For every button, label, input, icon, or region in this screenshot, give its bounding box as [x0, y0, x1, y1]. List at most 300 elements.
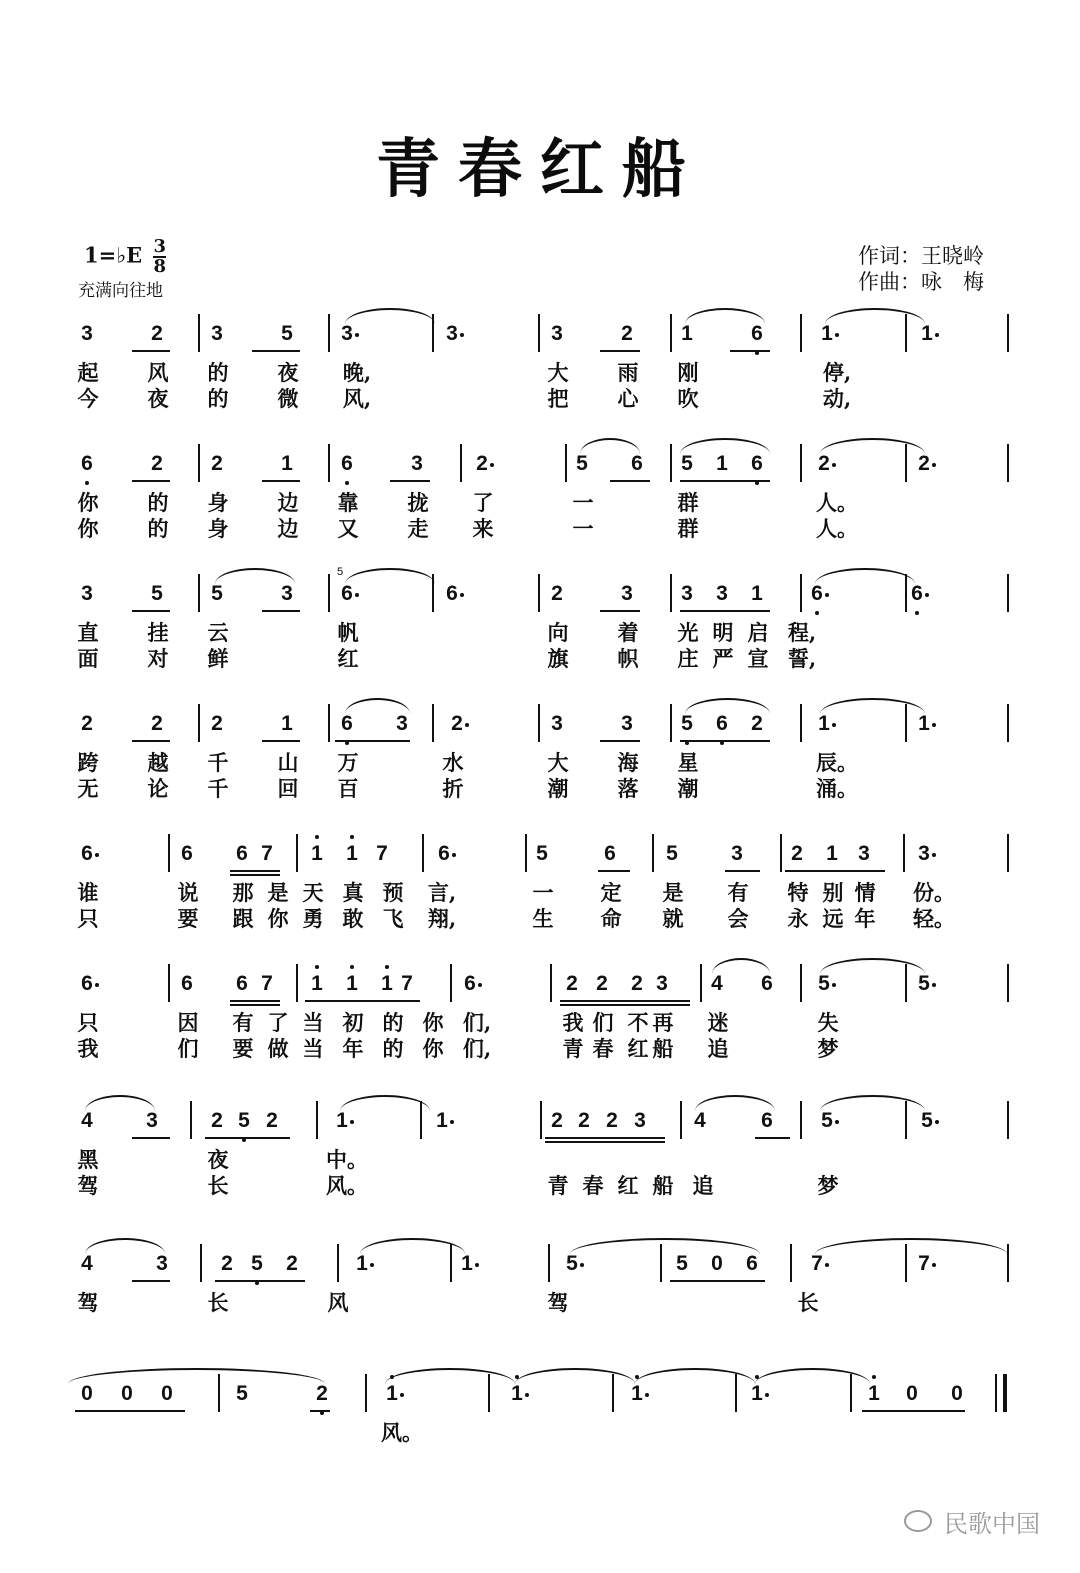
- jianpu-note: [273, 710, 301, 738]
- lyric-verse-1: 驾: [547, 1290, 569, 1315]
- jianpu-note: [203, 580, 231, 608]
- note-digit: 1: [311, 842, 323, 865]
- jianpu-note: [703, 1250, 731, 1278]
- note-digit: 1: [716, 452, 728, 475]
- note-digit: 6: [761, 972, 773, 995]
- lyric-verse-1: 拢: [407, 490, 429, 515]
- lyric-verse-1: 云: [207, 620, 229, 645]
- note-digit: 1: [511, 1382, 523, 1405]
- jianpu-note: [668, 1250, 696, 1278]
- jianpu-note: [438, 580, 466, 608]
- jianpu-note: [943, 1380, 971, 1408]
- lyric-verse-1: 帆: [337, 620, 359, 645]
- bar-line: [328, 704, 330, 742]
- note-digit: 6: [341, 582, 353, 605]
- note-digit: 1: [681, 322, 693, 345]
- bar-line: [670, 314, 672, 352]
- bar-line: [800, 444, 802, 482]
- note-digit: 2: [621, 322, 633, 345]
- jianpu-note: [723, 840, 751, 868]
- jianpu-note: [143, 580, 171, 608]
- lyric-verse-2: 风,: [342, 386, 372, 411]
- eighth-underline: [725, 870, 760, 872]
- bar-line: [296, 964, 298, 1002]
- lyric-verse-1: 再: [652, 1010, 674, 1035]
- low-octave-dot: [85, 481, 89, 485]
- bar-line: [538, 314, 540, 352]
- note-digit: 6: [811, 582, 823, 605]
- tie-slur: [68, 1368, 325, 1384]
- note-digit: 3: [634, 1109, 646, 1132]
- note-digit: 2: [151, 452, 163, 475]
- jianpu-note: [743, 320, 771, 348]
- jianpu-note: [273, 580, 301, 608]
- note-digit: 1: [751, 582, 763, 605]
- eighth-underline: [600, 350, 640, 352]
- note-digit: 2: [81, 712, 93, 735]
- lyric-verse-2: 追: [692, 1173, 714, 1198]
- jianpu-note: [403, 450, 431, 478]
- lyric-verse-1: 了: [472, 490, 494, 515]
- music-system: [0, 450, 1080, 560]
- eighth-underline: [680, 610, 770, 612]
- note-digit: 3: [551, 712, 563, 735]
- bar-line: [296, 834, 298, 872]
- jianpu-note: [910, 450, 938, 478]
- lyric-verse-2: 当: [302, 1036, 324, 1061]
- lyric-verse-1: 们,: [462, 1010, 492, 1035]
- bar-line: [1007, 834, 1009, 872]
- jianpu-note: [228, 970, 256, 998]
- tie-slur: [85, 1095, 155, 1111]
- jianpu-note: [468, 450, 496, 478]
- note-digit: 2: [316, 1382, 328, 1405]
- note-digit: 0: [161, 1382, 173, 1405]
- lyric-verse-2: 千: [207, 776, 229, 801]
- lyric-verse-2: 走: [407, 516, 429, 541]
- jianpu-note: [910, 710, 938, 738]
- lyric-verse-1: 大: [547, 360, 569, 385]
- bar-line: [460, 444, 462, 482]
- time-sig-denominator: 8: [153, 256, 166, 277]
- note-digit: 6: [746, 1252, 758, 1275]
- tie-slur: [345, 698, 410, 714]
- jianpu-note: [898, 1380, 926, 1408]
- bar-line: [670, 704, 672, 742]
- bar-line: [1007, 704, 1009, 742]
- lyric-verse-1: 了: [267, 1010, 289, 1035]
- lyric-verse-2: 春: [592, 1036, 614, 1061]
- bar-line: [680, 1101, 682, 1139]
- wechat-icon: [904, 1510, 932, 1532]
- jianpu-note: [558, 1250, 586, 1278]
- augmentation-dot: [835, 333, 839, 337]
- jianpu-note: [308, 1380, 336, 1408]
- bar-line: [540, 1101, 542, 1139]
- jianpu-note: [708, 710, 736, 738]
- augmentation-dot: [355, 333, 359, 337]
- jianpu-note: [143, 320, 171, 348]
- note-digit: 3: [281, 582, 293, 605]
- lyric-verse-2: 鲜: [207, 646, 229, 671]
- lyric-verse-2: 把: [547, 386, 569, 411]
- jianpu-note: [443, 710, 471, 738]
- jianpu-note: [428, 1107, 456, 1135]
- augmentation-dot: [490, 463, 494, 467]
- tie-slur: [685, 698, 770, 714]
- jianpu-note: [850, 840, 878, 868]
- eighth-underline: [670, 1280, 765, 1282]
- augmentation-dot: [525, 1393, 529, 1397]
- jianpu-note: [333, 710, 361, 738]
- low-octave-dot: [345, 481, 349, 485]
- note-digit: 6: [341, 712, 353, 735]
- jianpu-note: [173, 840, 201, 868]
- bar-line: [800, 1101, 802, 1139]
- note-digit: 2: [631, 972, 643, 995]
- lyric-verse-1: 是: [267, 880, 289, 905]
- tie-slur: [820, 1095, 925, 1111]
- lyric-verse-1: 辰。: [816, 750, 858, 775]
- lyric-verse-1: 情: [854, 880, 876, 905]
- jianpu-note: [803, 580, 831, 608]
- lyric-verse-2: 群: [677, 516, 699, 541]
- jianpu-note: [738, 1250, 766, 1278]
- lyric-verse-2: 们,: [462, 1036, 492, 1061]
- jianpu-note: [588, 970, 616, 998]
- lyric-verse-1: 因: [177, 1010, 199, 1035]
- note-digit: 1: [356, 1252, 368, 1275]
- note-digit: 3: [411, 452, 423, 475]
- note-digit: 7: [401, 972, 413, 995]
- note-digit: 1: [751, 1382, 763, 1405]
- jianpu-note: [73, 840, 101, 868]
- note-digit: 3: [81, 582, 93, 605]
- jianpu-note: [230, 1107, 258, 1135]
- jianpu-note: [73, 970, 101, 998]
- eighth-underline: [132, 350, 170, 352]
- note-digit: 5: [251, 1252, 263, 1275]
- lyric-verse-2: 会: [727, 906, 749, 931]
- jianpu-note: [658, 840, 686, 868]
- jianpu-note: [153, 1380, 181, 1408]
- jianpu-note: [333, 450, 361, 478]
- lyric-verse-2: 春: [582, 1173, 604, 1198]
- bar-line: [1007, 444, 1009, 482]
- lyric-verse-2: 红: [617, 1173, 639, 1198]
- jianpu-note: [598, 1107, 626, 1135]
- lyric-verse-2: 我: [77, 1036, 99, 1061]
- note-digit: 2: [551, 582, 563, 605]
- lyric-verse-2: 的: [147, 516, 169, 541]
- lyric-verse-2: 命: [600, 906, 622, 931]
- note-digit: 1: [311, 972, 323, 995]
- lyric-verse-2: 身: [207, 516, 229, 541]
- note-digit: 0: [711, 1252, 723, 1275]
- eighth-underline: [262, 480, 300, 482]
- music-system: [0, 970, 1080, 1080]
- lyric-verse-1: 风: [327, 1290, 349, 1315]
- note-digit: 1: [381, 972, 393, 995]
- bar-line: [538, 704, 540, 742]
- eighth-underline: [230, 870, 280, 872]
- jianpu-note: [73, 1250, 101, 1278]
- note-digit: 3: [146, 1109, 158, 1132]
- eighth-underline: [310, 1410, 330, 1412]
- jianpu-note: [148, 1250, 176, 1278]
- note-digit: 2: [151, 712, 163, 735]
- lyric-verse-1: 有: [727, 880, 749, 905]
- lyric-verse-2: 你: [422, 1036, 444, 1061]
- jianpu-note: [623, 1380, 651, 1408]
- lyric-verse-1: 着: [617, 620, 639, 645]
- jianpu-note: [228, 1380, 256, 1408]
- eighth-underline: [305, 1000, 420, 1002]
- note-digit: 3: [81, 322, 93, 345]
- bar-line: [328, 314, 330, 352]
- tie-slur: [815, 568, 915, 584]
- note-digit: 2: [266, 1109, 278, 1132]
- lyric-verse-1: 启: [747, 620, 769, 645]
- music-system: [0, 1380, 1080, 1490]
- bar-line: [198, 704, 200, 742]
- lyric-verse-1: 靠: [337, 490, 359, 515]
- lyric-verse-1: 向: [547, 620, 569, 645]
- jianpu-note: [430, 840, 458, 868]
- lyric-verse-1: 起: [77, 360, 99, 385]
- note-digit: 5: [676, 1252, 688, 1275]
- jianpu-note: [543, 1107, 571, 1135]
- eighth-underline: [785, 870, 885, 872]
- jianpu-note: [368, 840, 396, 868]
- jianpu-note: [623, 450, 651, 478]
- eighth-underline: [680, 740, 770, 742]
- bar-line: [790, 1244, 792, 1282]
- eighth-underline: [132, 740, 170, 742]
- lyric-verse-2: 潮: [547, 776, 569, 801]
- lyric-verse-1: 有: [232, 1010, 254, 1035]
- sixteenth-underline: [560, 1004, 690, 1006]
- note-digit: 6: [81, 972, 93, 995]
- jianpu-note: [673, 320, 701, 348]
- augmentation-dot: [825, 1263, 829, 1267]
- note-digit: 1: [346, 972, 358, 995]
- augmentation-dot: [825, 593, 829, 597]
- note-digit: 2: [211, 452, 223, 475]
- jianpu-note: [543, 710, 571, 738]
- note-digit: 7: [811, 1252, 823, 1275]
- eighth-underline: [205, 1137, 290, 1139]
- jianpu-note: [73, 320, 101, 348]
- note-digit: 3: [551, 322, 563, 345]
- bar-line: [670, 444, 672, 482]
- lyric-verse-2: 一: [572, 516, 594, 541]
- lyric-verse-2: 论: [147, 776, 169, 801]
- lyric-verse-2: 帜: [617, 646, 639, 671]
- eighth-underline: [560, 1000, 690, 1002]
- lyric-verse-1: 预: [382, 880, 404, 905]
- jianpu-note: [626, 1107, 654, 1135]
- note-digit: 1: [386, 1382, 398, 1405]
- jianpu-note: [453, 1250, 481, 1278]
- jianpu-note: [348, 1250, 376, 1278]
- augmentation-dot: [932, 983, 936, 987]
- jianpu-note: [528, 840, 556, 868]
- eighth-underline: [230, 1000, 280, 1002]
- bar-line: [365, 1374, 367, 1412]
- note-digit: 5: [236, 1382, 248, 1405]
- jianpu-note: [73, 1380, 101, 1408]
- jianpu-note: [388, 710, 416, 738]
- jianpu-note: [818, 840, 846, 868]
- note-digit: 3: [731, 842, 743, 865]
- tie-slur: [755, 1368, 870, 1384]
- note-digit: 3: [681, 582, 693, 605]
- lyric-verse-1: 的: [207, 360, 229, 385]
- lyric-verse-1: 边: [277, 490, 299, 515]
- lyric-verse-1: 越: [147, 750, 169, 775]
- lyric-verse-2: 落: [617, 776, 639, 801]
- lyric-verse-2: 心: [617, 386, 639, 411]
- lyric-verse-2: 轻。: [913, 906, 955, 931]
- jianpu-note: [303, 970, 331, 998]
- augmentation-dot: [95, 983, 99, 987]
- sixteenth-underline: [545, 1141, 665, 1143]
- lyric-verse-1: 我: [562, 1010, 584, 1035]
- lyric-verse-2: 只: [77, 906, 99, 931]
- lyric-verse-2: 生: [532, 906, 554, 931]
- jianpu-note: [338, 970, 366, 998]
- bar-line: [800, 314, 802, 352]
- bar-line: [198, 444, 200, 482]
- jianpu-note: [333, 580, 361, 608]
- bar-line: [903, 834, 905, 872]
- augmentation-dot: [580, 1263, 584, 1267]
- jianpu-note: [203, 450, 231, 478]
- lyric-verse-1: 水: [442, 750, 464, 775]
- lyric-verse-2: 梦: [817, 1173, 839, 1198]
- lyric-verse-2: 折: [442, 776, 464, 801]
- eighth-underline: [545, 1137, 665, 1139]
- note-digit: 6: [751, 452, 763, 475]
- lyric-verse-1: 停,: [822, 360, 852, 385]
- jianpu-note: [910, 970, 938, 998]
- low-octave-dot: [915, 611, 919, 615]
- jianpu-note: [903, 580, 931, 608]
- jianpu-note: [803, 1250, 831, 1278]
- bar-line: [200, 1244, 202, 1282]
- bar-line: [1007, 1101, 1009, 1139]
- note-digit: 6: [236, 972, 248, 995]
- bar-line: [652, 834, 654, 872]
- note-digit: 7: [918, 1252, 930, 1275]
- time-signature: [153, 238, 166, 276]
- lyric-verse-1: 风: [147, 360, 169, 385]
- jianpu-note: [73, 450, 101, 478]
- jianpu-note: [138, 1107, 166, 1135]
- lyric-verse-2: 红: [627, 1036, 649, 1061]
- note-digit: 3: [446, 322, 458, 345]
- lyric-verse-2: 翔,: [427, 906, 457, 931]
- lyric-verse-2: 梦: [817, 1036, 839, 1061]
- note-digit: 5: [681, 712, 693, 735]
- music-system: [0, 320, 1080, 430]
- tie-slur: [820, 438, 925, 454]
- time-sig-numerator: 3: [153, 236, 166, 257]
- note-digit: 7: [261, 972, 273, 995]
- jianpu-note: [278, 1250, 306, 1278]
- jianpu-note: [810, 450, 838, 478]
- jianpu-note: [743, 1380, 771, 1408]
- jianpu-note: [648, 970, 676, 998]
- sixteenth-underline: [230, 1004, 280, 1006]
- lyric-verse-1: 们: [592, 1010, 614, 1035]
- bar-line: [328, 574, 330, 612]
- lyric-verse-2: 你: [77, 516, 99, 541]
- eighth-underline: [610, 480, 650, 482]
- augmentation-dot: [832, 463, 836, 467]
- jianpu-note: [708, 450, 736, 478]
- lyric-verse-1: 的: [147, 490, 169, 515]
- jianpu-note: [143, 710, 171, 738]
- lyric-verse-1: 明: [712, 620, 734, 645]
- lyric-verse-1: 定: [600, 880, 622, 905]
- lyric-verse-2: 就: [662, 906, 684, 931]
- lyric-verse-1: 一: [572, 490, 594, 515]
- augmentation-dot: [370, 1263, 374, 1267]
- jianpu-note: [113, 1380, 141, 1408]
- lyric-verse-2: 要: [177, 906, 199, 931]
- lyric-verse-1: 万: [337, 750, 359, 775]
- note-digit: 3: [918, 842, 930, 865]
- augmentation-dot: [645, 1393, 649, 1397]
- jianpu-note: [228, 840, 256, 868]
- lyric-verse-2: 追: [707, 1036, 729, 1061]
- bar-line: [550, 964, 552, 1002]
- note-digit: 6: [181, 842, 193, 865]
- note-digit: 6: [464, 972, 476, 995]
- lyric-verse-1: 不: [627, 1010, 649, 1035]
- note-digit: 2: [211, 712, 223, 735]
- eighth-underline: [132, 1280, 170, 1282]
- jianpu-note: [378, 1380, 406, 1408]
- augmentation-dot: [935, 333, 939, 337]
- eighth-underline: [862, 1410, 965, 1412]
- lyric-verse-1: 山: [277, 750, 299, 775]
- note-digit: 5: [821, 1109, 833, 1132]
- lyric-verse-2: 们: [177, 1036, 199, 1061]
- high-octave-dot: [315, 965, 319, 969]
- augmentation-dot: [835, 1120, 839, 1124]
- jianpu-note: [568, 450, 596, 478]
- jianpu-note: [613, 710, 641, 738]
- high-octave-dot: [872, 1375, 876, 1379]
- bar-line: [450, 964, 452, 1002]
- note-digit: 2: [476, 452, 488, 475]
- eighth-underline: [132, 480, 170, 482]
- augmentation-dot: [935, 1120, 939, 1124]
- jianpu-note: [558, 970, 586, 998]
- jianpu-note: [673, 450, 701, 478]
- bar-line: [328, 444, 330, 482]
- note-digit: 5: [918, 972, 930, 995]
- jianpu-note: [813, 1107, 841, 1135]
- tie-slur: [385, 1368, 515, 1384]
- eighth-underline: [390, 480, 430, 482]
- bar-line: [800, 704, 802, 742]
- note-digit: 5: [281, 322, 293, 345]
- note-digit: 3: [156, 1252, 168, 1275]
